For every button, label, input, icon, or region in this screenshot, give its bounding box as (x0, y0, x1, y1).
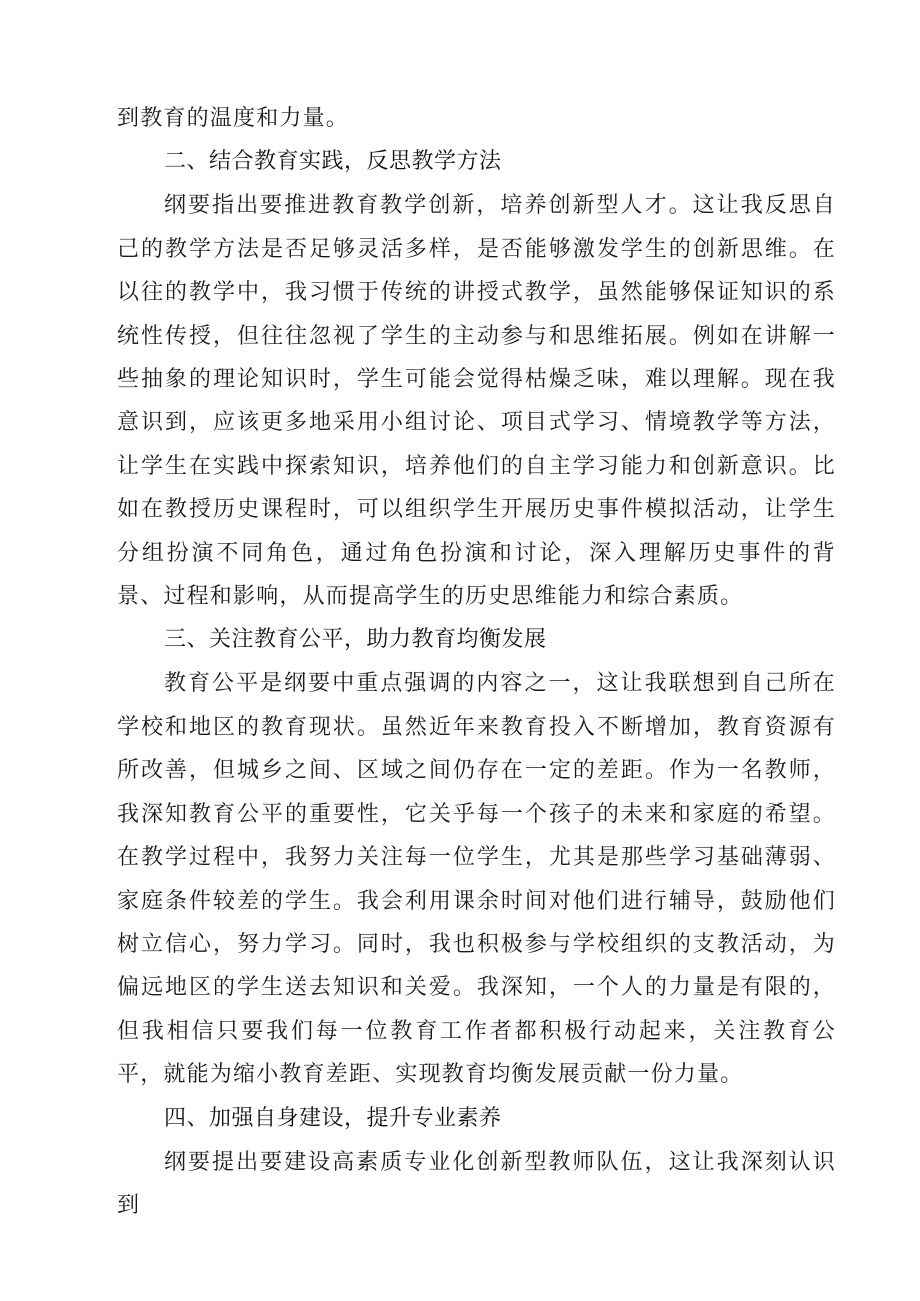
section-heading-2: 二、结合教育实践，反思教学方法 (164, 149, 502, 175)
section-paragraph-3: 教育公平是纲要中重点强调的内容之一，这让我联想到自己所在学校和地区的教育现状。虽然近年来教育投入不断增加，教育资源有所改善，但城乡之间、区域之间仍存在一定的差距。作为一名教师，我深知教育公平的重要性，它关乎每一个孩子的未来和家庭的希望。在教学过程中，我努力关注每一位学生，尤其是那些学习基础薄弱、家庭条件较差的学生。我会利用课余时间对他们进行辅导，鼓励他们树立信心，努力学习。同时，我也积极参与学校组织的支教活动，为偏远地区的学生送去知识和关爱。我深知，一个人的力量是有限的，但我相信只要我们每一位教育工作者都积极行动起来，关注教育公平，就能为缩小教育差距、实现教育均衡发展贡献一份力量。 (117, 671, 836, 1088)
section-paragraph-2: 纲要指出要推进教育教学创新，培养创新型人才。这让我反思自己的教学方法是否足够灵活多样，是否能够激发学生的创新思维。在以往的教学中，我习惯于传统的讲授式教学，虽然能够保证知识的系统性传授，但往往忽视了学生的主动参与和思维拓展。例如在讲解一些抽象的理论知识时，学生可能会觉得枯燥乏味，难以理解。现在我意识到，应该更多地采用小组讨论、项目式学习、情境教学等方法，让学生在实践中探索知识，培养他们的自主学习能力和创新意识。比如在教授历史课程时，可以组织学生开展历史事件模拟活动，让学生分组扮演不同角色，通过角色扮演和讨论，深入理解历史事件的背景、过程和影响，从而提高学生的历史思维能力和综合素质。 (117, 193, 836, 610)
section-heading-4: 四、加强自身建设，提升专业素养 (164, 1105, 502, 1131)
intro-fragment: 到教育的温度和力量。 (117, 106, 350, 131)
section-paragraph-4: 纲要提出要建设高素质专业化创新型教师队伍，这让我深刻认识到 (117, 1149, 836, 1218)
document-body (117, 97, 836, 1227)
section-heading-3: 三、关注教育公平，助力教育均衡发展 (164, 627, 547, 653)
